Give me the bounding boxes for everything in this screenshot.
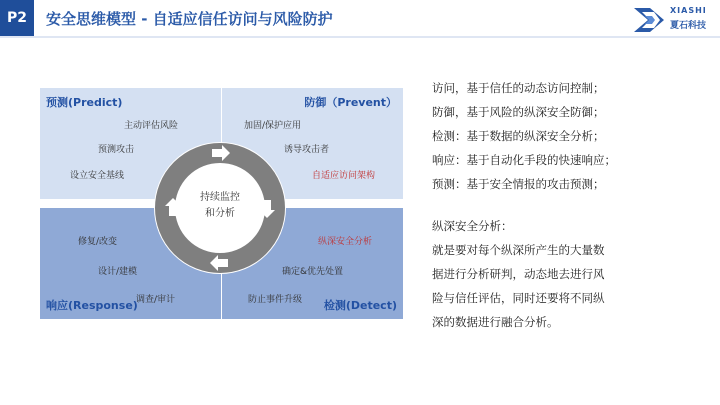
principle-line: 预测：基于安全情报的攻击预测； <box>432 177 605 191</box>
predict-title: 预测(Predict) <box>46 96 123 109</box>
response-item: 修复/改变 <box>78 237 118 247</box>
analysis-paragraph-line: 深的数据进行融合分析。 <box>432 315 559 329</box>
analysis-paragraph-line: 据进行分析研判，动态地去进行风 <box>432 267 605 281</box>
principle-line: 防御，基于风险的纵深安全防御； <box>432 105 605 119</box>
header-divider <box>0 36 720 38</box>
response-item: 设计/建模 <box>98 267 138 277</box>
principle-line: 响应：基于自动化手段的快速响应； <box>432 153 616 167</box>
prevent-item: 诱导攻击者 <box>284 145 330 155</box>
principles-list <box>432 76 616 196</box>
response-item: 调查/审计 <box>136 295 176 305</box>
analysis-title: 纵深安全分析： <box>432 219 513 233</box>
analysis-section <box>432 214 605 334</box>
predict-item: 设立安全基线 <box>70 171 125 181</box>
center-label-line2: 和分析 <box>205 208 235 219</box>
logo-text-en: XIASHI <box>670 6 707 15</box>
detect-title: 检测(Detect) <box>323 299 397 312</box>
analysis-paragraph-line: 险与信任评估，同时还要将不同纵 <box>432 291 605 305</box>
predict-item: 预测攻击 <box>98 145 135 155</box>
detect-item: 防止事件升级 <box>248 295 303 305</box>
analysis-paragraph-line: 就是要对每个纵深所产生的大量数 <box>432 243 605 257</box>
center-label-line1: 持续监控 <box>200 192 240 203</box>
detect-item-highlight: 纵深安全分析 <box>318 237 373 247</box>
logo-text-cn: 夏石科技 <box>670 21 707 31</box>
prevent-item: 加固/保护应用 <box>244 121 302 131</box>
principle-line: 访问，基于信任的动态访问控制； <box>432 81 605 95</box>
principle-line: 检测：基于数据的纵深安全分析； <box>432 129 605 143</box>
center-label <box>190 190 250 222</box>
prevent-item-highlight: 自适应访问架构 <box>312 171 376 181</box>
prevent-title: 防御（Prevent） <box>304 96 397 109</box>
page-badge: P2 <box>0 0 34 36</box>
page-title: 安全思维模型 - 自适应信任访问与风险防护 <box>46 10 333 28</box>
predict-item: 主动评估风险 <box>124 121 179 131</box>
response-title: 响应(Response) <box>46 299 138 312</box>
detect-item: 确定&优先处置 <box>282 267 344 277</box>
